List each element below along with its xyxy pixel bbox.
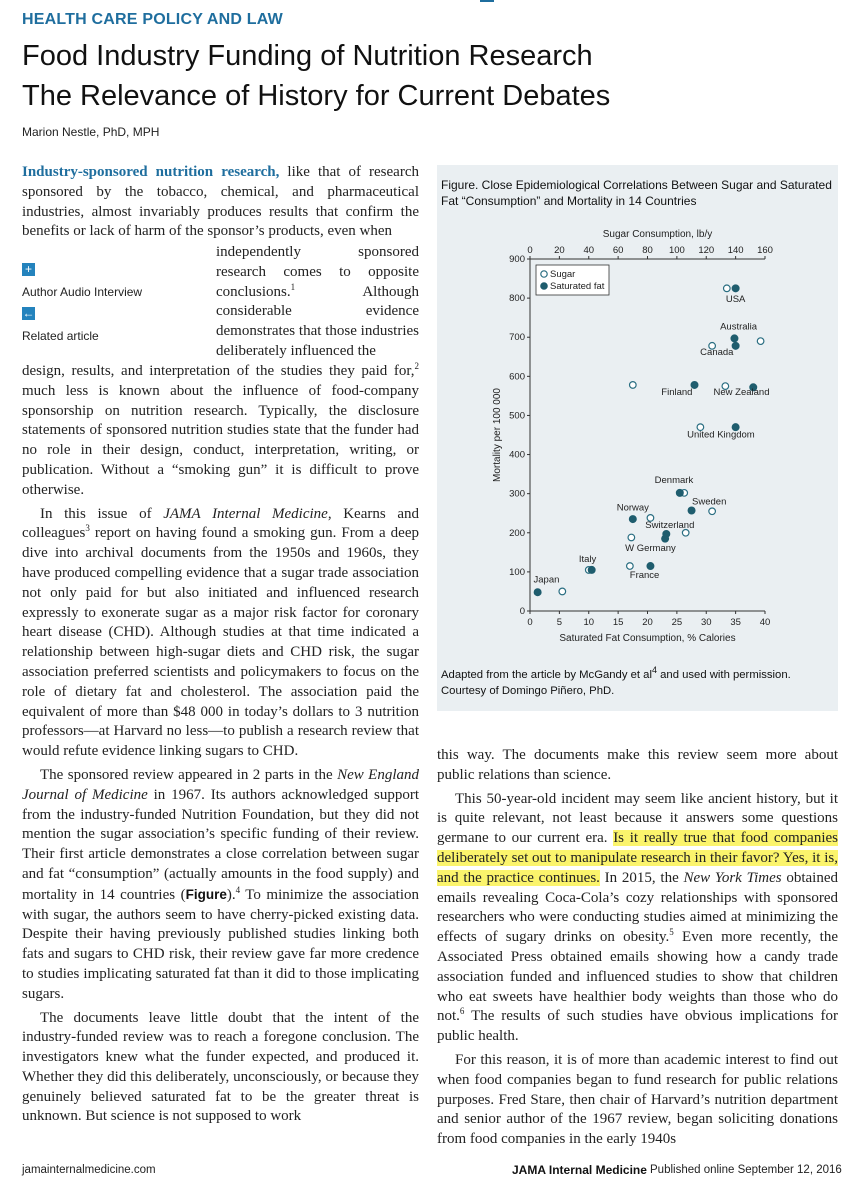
figure-link[interactable]: Figure bbox=[185, 886, 227, 902]
fat-point-switzerland bbox=[663, 530, 670, 537]
country-label-finland: Finland bbox=[661, 387, 693, 399]
body-text: This 50-year-old incident may seem like ancient history, but it is quite relevant, not least because it answers some questions germane to our current era. bbox=[437, 790, 838, 847]
body-text: To minimize the association with sugar, the authors seem to have cherry-picked existing data. Despite their having previously published studies linking both fats and sugars to CHD risk, their review gave far more credence to studies implicating saturated fat than it did to those implicating sugars. bbox=[22, 886, 419, 1002]
fat-point-italy bbox=[588, 566, 595, 573]
fat-point-france bbox=[647, 563, 654, 570]
y-tick-label: 400 bbox=[509, 449, 525, 461]
journal-name: JAMA Internal Medicine bbox=[163, 505, 328, 522]
citation-ref[interactable]: 1 bbox=[290, 281, 296, 292]
fat-point-australia bbox=[731, 335, 738, 342]
country-label-sweden: Sweden bbox=[692, 496, 727, 508]
footer-site[interactable]: jamainternalmedicine.com bbox=[22, 1164, 156, 1176]
author-byline: Marion Nestle, PhD, MPH bbox=[22, 125, 160, 139]
country-label-canada: Canada bbox=[700, 346, 734, 358]
country-label-denmark: Denmark bbox=[654, 475, 694, 487]
citation-ref[interactable]: 4 bbox=[235, 884, 241, 895]
lead-phrase: Industry-sponsored nutrition research, bbox=[22, 164, 280, 180]
y-tick-label: 700 bbox=[509, 332, 525, 344]
legend-sugar-label: Sugar bbox=[550, 269, 576, 280]
figure-caption: Figure. Close Epidemiological Correlations Between Sugar and Saturated Fat “Consumption” and Mortality in 14 Countries bbox=[441, 178, 832, 208]
body-text: obtained emails revealing Coca-Cola’s cozy relationships with sponsored researchers who were conducting studies aimed at minimizing the effects of sugary drinks on obesity. bbox=[437, 869, 839, 946]
related-article-link[interactable]: Related article bbox=[22, 329, 99, 343]
fat-point-sweden bbox=[688, 507, 695, 514]
fat-point-norway bbox=[629, 516, 636, 523]
y-tick-label: 500 bbox=[509, 410, 525, 422]
country-label-switzerland: Switzerland bbox=[645, 520, 695, 532]
plus-icon[interactable]: + bbox=[22, 263, 35, 276]
country-label-w-germany: W Germany bbox=[625, 543, 676, 555]
body-text: like that of research sponsored by the tobacco, chemical, and pharmaceutical industries, almost invariably produces results that confirm the benefits or lack of harm of the sponsor’s products, even when bbox=[22, 164, 419, 240]
sugar-point-japan bbox=[559, 588, 566, 595]
author-audio-link[interactable]: Author Audio Interview bbox=[22, 285, 143, 299]
y-tick-label: 900 bbox=[509, 254, 525, 265]
country-label-usa: USA bbox=[725, 294, 746, 306]
body-text: design, results, and interpretation of the studies they paid for, bbox=[22, 363, 415, 379]
body-left-main bbox=[22, 362, 419, 1127]
y-tick-label: 100 bbox=[509, 566, 525, 578]
x-axis-title: Saturated Fat Consumption, % Calories bbox=[559, 633, 736, 644]
x-tick-label: 30 bbox=[700, 617, 712, 628]
article-title: Food Industry Funding of Nutrition Research bbox=[22, 40, 593, 72]
country-label-new-zealand: New Zealand bbox=[713, 387, 770, 399]
citation-ref[interactable]: 4 bbox=[651, 665, 657, 676]
sugar-point-usa bbox=[724, 285, 731, 292]
body-text: Even more recently, the Associated Press obtained emails showing how a candy trade association funded and influenced studies to show that children who eat sweets have healthier body weights than those who do not. bbox=[437, 929, 838, 1025]
body-paragraph-1-narrow bbox=[216, 243, 419, 362]
body-text: The sponsored review appeared in 2 parts in the bbox=[40, 766, 338, 783]
body-paragraph-4: The documents leave little doubt that the intent of the industry-funded review was to reach a foregone conclusion. The investigators knew what the funder expected, and produced it. Whether they did this deliberately, unconsciously, or because they genuinely believed saturated fat to be the greater threat is unknown. But science is not supposed to work bbox=[22, 1009, 419, 1125]
sugar-point-france bbox=[627, 563, 634, 570]
y-axis-title: Mortality per 100 000 bbox=[492, 388, 503, 482]
newspaper-name: New York Times bbox=[683, 869, 782, 886]
arrow-left-icon[interactable]: ← bbox=[22, 306, 35, 320]
body-text: In 2015, the bbox=[599, 869, 684, 886]
body-text: in 1967. Its authors acknowledged support from the industry-funded Nutrition Foundation, but they did not mention the sugar association’s specific funding of their review. Their first article demonstrates a close correlation between sugar and fat “consumption” (actually amounts in the food supply) and mortality in 14 countries ( bbox=[22, 786, 419, 903]
body-text: independently sponsored research comes to opposite conclusions. bbox=[216, 244, 419, 300]
body-text: report on having found a smoking gun. From a deep dive into archival documents from the 1950s and 1960s, they have produced compelling evidence that a sugar trade association not only paid for but also initiated and influenced research expressly to exonerate sugar as a major risk factor for coronary heart disease (CHD). Although studies at that time indicated a relationship between high-sugar diets and CHD risk, the sugar association preferred scientists and policymakers to focus on the role of dietary fat and cholesterol. The association paid the equivalent of more than $48 000 in today’s dollars to 3 nutrition professors—at Harvard no less—to publish a research review that would refute evidence linking sugars to CHD. bbox=[22, 525, 419, 760]
country-label-united-kingdom: United Kingdom bbox=[687, 429, 755, 441]
top-rule bbox=[480, 0, 494, 2]
footer-journal: JAMA Internal Medicine bbox=[512, 1163, 647, 1177]
y-tick-label: 0 bbox=[519, 606, 525, 617]
body-text: much less is known about the influence of food-company sponsorship on nutrition research. Typically, the disclosure statements of sponsored nutrition studies state that the funder had no role in their design, conduct, interpretation, writing, or publication. Without a “smoking gun” it is difficult to prove otherwise. bbox=[22, 382, 419, 498]
top-tick-label: 80 bbox=[642, 245, 653, 256]
top-tick-label: 60 bbox=[612, 245, 624, 256]
body-text: Although considerable evidence demonstrates that those industries deliberately influenced the bbox=[216, 283, 419, 359]
y-tick-label: 300 bbox=[509, 488, 525, 500]
x-tick-label: 40 bbox=[759, 617, 771, 628]
top-axis-title: Sugar Consumption, lb/y bbox=[602, 229, 713, 240]
highlighted-text: Is it really true that food companies deliberately set out to manipulate research in their favor? Yes, it is, and the practice continues. bbox=[437, 830, 838, 886]
footer-date: Published online September 12, 2016 bbox=[650, 1164, 842, 1176]
sugar-point-australia bbox=[757, 338, 764, 345]
country-label-norway: Norway bbox=[616, 502, 649, 514]
country-label-italy: Italy bbox=[578, 554, 597, 566]
body-paragraph-1-top bbox=[22, 163, 419, 242]
body-paragraph-r1: this way. The documents make this review seem more about public relations than science. bbox=[437, 747, 838, 783]
top-tick-label: 140 bbox=[727, 245, 744, 256]
citation-ref[interactable]: 5 bbox=[669, 927, 674, 938]
country-label-australia: Australia bbox=[720, 321, 758, 333]
top-tick-label: 20 bbox=[554, 245, 565, 256]
x-tick-label: 15 bbox=[612, 617, 624, 628]
body-text: The results of such studies have obvious implications for public health. bbox=[437, 1008, 838, 1045]
top-tick-label: 120 bbox=[698, 245, 715, 256]
legend-sugar-marker bbox=[541, 271, 547, 277]
y-tick-label: 600 bbox=[509, 371, 525, 383]
journal-name: New England Journal of Medicine bbox=[22, 766, 420, 803]
body-text: ). bbox=[226, 886, 236, 903]
x-tick-label: 25 bbox=[671, 617, 683, 628]
country-label-france: France bbox=[629, 569, 660, 581]
x-tick-label: 20 bbox=[642, 617, 653, 628]
country-label-japan: Japan bbox=[533, 574, 560, 586]
footnote-text: and used with permission. Courtesy of Domingo Piñero, PhD. bbox=[441, 669, 791, 697]
x-tick-label: 35 bbox=[730, 617, 741, 628]
legend-fat-marker bbox=[541, 283, 547, 289]
y-tick-label: 800 bbox=[509, 293, 525, 305]
fat-point-usa bbox=[732, 285, 739, 292]
scatter-chart bbox=[437, 165, 838, 665]
top-tick-label: 160 bbox=[757, 245, 773, 256]
citation-ref[interactable]: 3 bbox=[85, 523, 90, 534]
body-text: In this issue of bbox=[40, 505, 164, 522]
top-tick-label: 0 bbox=[527, 245, 533, 256]
citation-ref[interactable]: 2 bbox=[414, 361, 419, 371]
sugar-point-sweden bbox=[709, 508, 716, 515]
citation-ref[interactable]: 6 bbox=[459, 1006, 465, 1017]
top-tick-label: 100 bbox=[668, 245, 685, 256]
y-tick-label: 200 bbox=[509, 527, 525, 539]
top-tick-label: 40 bbox=[583, 245, 595, 256]
x-tick-label: 10 bbox=[583, 617, 595, 628]
x-tick-label: 0 bbox=[527, 617, 533, 628]
x-tick-label: 5 bbox=[556, 617, 563, 628]
article-subtitle: The Relevance of History for Current Debates bbox=[22, 80, 611, 112]
fat-point-japan bbox=[534, 589, 541, 596]
body-right-main bbox=[437, 746, 838, 1150]
sugar-point-finland bbox=[630, 382, 637, 389]
body-text: , Kearns and colleagues bbox=[22, 505, 419, 542]
sugar-point-w-germany bbox=[628, 534, 635, 541]
footnote-text: Adapted from the article by McGandy et al bbox=[441, 669, 652, 681]
section-label: HEALTH CARE POLICY AND LAW bbox=[22, 11, 283, 28]
body-paragraph-r3: For this reason, it is of more than academic interest to find out when food companies began to fund research for public relations purposes. Fred Stare, then chair of Harvard’s nutrition department and senior author of the 1967 review, began soliciting donations from food companies in the early 1940s bbox=[437, 1051, 838, 1148]
fat-point-denmark bbox=[676, 489, 683, 496]
figure-footnote bbox=[441, 667, 837, 699]
legend-fat-label: Saturated fat bbox=[550, 281, 605, 292]
